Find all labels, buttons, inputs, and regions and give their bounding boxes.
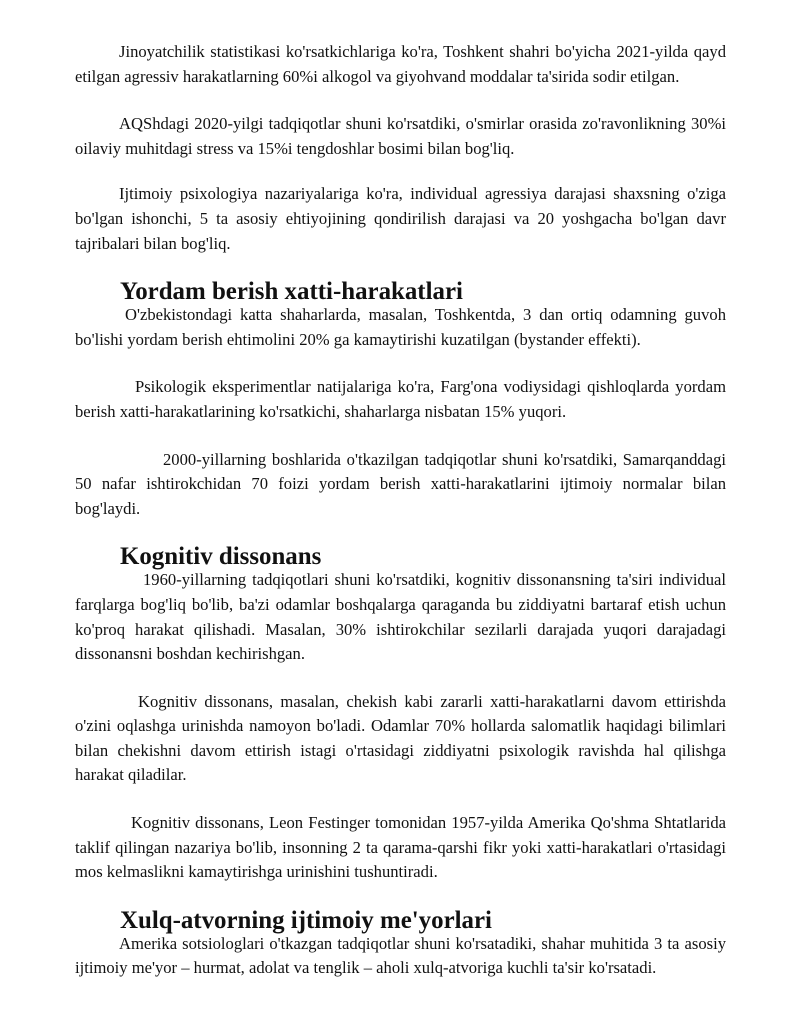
paragraph-1960s-research: 1960-yillarning tadqiqotlari shuni ko'rsatdiki, kognitiv dissonansning ta'siri individual farqlarga bog'liq bo'lib, ba'zi odamlar boshqalarga qaraganda bu ziddiyatni bartaraf etish uchun ko'proq harakat qilishadi. Masalan, 30% ishtirokchilar sezilarli darajada yuqori darajadagi dissonansni boshdan kechirishgan. bbox=[75, 570, 726, 664]
paragraph-samarkand-study: 2000-yillarning boshlarida o'tkazilgan tadqiqotlar shuni ko'rsatdiki, Samarqanddagi 50 nafar ishtirokchidan 70 foizi yordam berish xatti-harakatlarini ijtimoiy normalar bilan bog'laydi. bbox=[75, 449, 726, 518]
paragraph-social-psychology: Ijtimoiy psixologiya nazariyalariga ko'ra, individual agressiya darajasi shaxsning o'ziga bo'lgan ishonchi, 5 ta asosiy ehtiyojining qondirilish darajasi va 20 yoshgacha bo'lgan davr tajribalari bilan bog'liq. bbox=[75, 184, 726, 253]
paragraph-american-sociologists: Amerika sotsiologlari o'tkazgan tadqiqotlar shuni ko'rsatadiki, shahar muhitida 3 ta asosiy ijtimoiy me'yor – hurmat, adolat va tenglik – aholi xulq-atvoriga kuchli ta'sir ko'rsatadi. bbox=[75, 933, 726, 978]
paragraph-smoking-example: Kognitiv dissonans, masalan, chekish kabi zararli xatti-harakatlarni davom ettirishda o'zini oqlashga urinishda namoyon bo'ladi. Odamlar 70% hollarda salomatlik haqidagi bilimlari bilan chekishni davom ettirish istagi o'rtasidagi ziddiyatni psixologik ravishda hal qilishga harakat qiladilar. bbox=[75, 691, 726, 785]
heading-helping-behavior: Yordam berish xatti-harakatlari bbox=[120, 278, 463, 306]
paragraph-crime-statistics: Jinoyatchilik statistikasi ko'rsatkichlariga ko'ra, Toshkent shahri bo'yicha 2021-yilda qayd etilgan agressiv harakatlarning 60%i alkogol va giyohvand moddalar ta'sirida sodir etilgan. bbox=[75, 42, 726, 86]
document-page bbox=[75, 40, 726, 981]
paragraph-usa-study: AQShdagi 2020-yilgi tadqiqotlar shuni ko'rsatdiki, o'smirlar orasida zo'ravonlikning 30%i oilaviy muhitdagi stress va 15%i tengdoshlar bosimi bilan bog'liq. bbox=[75, 114, 726, 158]
paragraph-fergana-experiments: Psikologik eksperimentlar natijalariga ko'ra, Farg'ona vodiysidagi qishloqlarda yordam berish xatti-harakatlarining ko'rsatkichi, shaharlarga nisbatan 15% yuqori. bbox=[75, 377, 726, 421]
heading-cognitive-dissonance: Kognitiv dissonans bbox=[120, 543, 322, 571]
heading-social-norms: Xulq-atvorning ijtimoiy me'yorlari bbox=[120, 906, 492, 934]
paragraph-festinger-theory: Kognitiv dissonans, Leon Festinger tomonidan 1957-yilda Amerika Qo'shma Shtatlarida taklif qilingan nazariya bo'lib, insonning 2 ta qarama-qarshi fikr yoki xatti-harakatlari o'rtasidagi mos kelmaslikni kamaytirishga urinishini tushuntiradi. bbox=[75, 813, 726, 882]
paragraph-bystander-effect: O'zbekistondagi katta shaharlarda, masalan, Toshkentda, 3 dan ortiq odamning guvoh bo'lishi yordam berish ehtimolini 20% ga kamaytirishi kuzatilgan (bystander effekti). bbox=[75, 305, 726, 349]
